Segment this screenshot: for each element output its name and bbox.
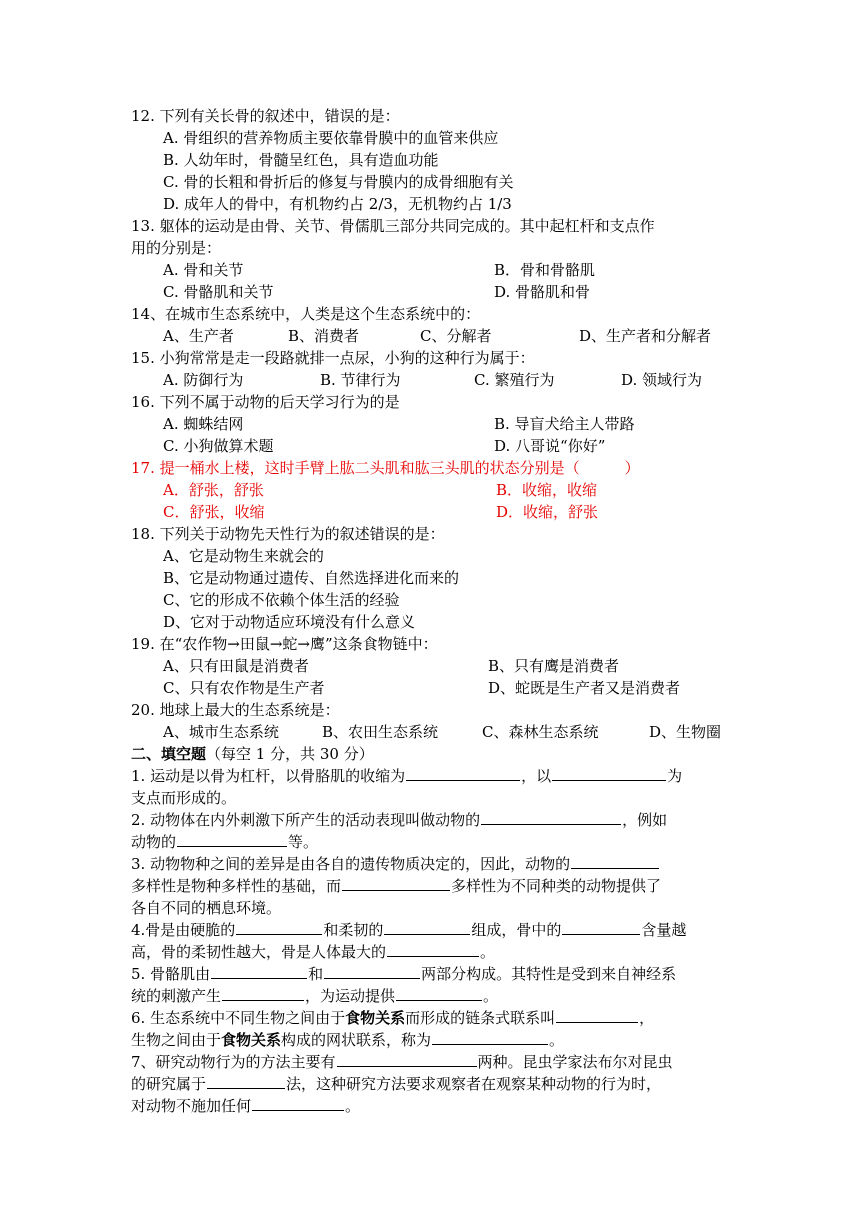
q17-option-b: B．收缩，收缩: [496, 481, 598, 499]
q16-option-b: B. 导盲犬给主人带路: [494, 415, 635, 433]
fill-5-text-a: 5. 骨骼肌由: [131, 965, 211, 983]
fill-2-blank-2[interactable]: [177, 831, 287, 847]
fill-2-line1: [131, 809, 667, 831]
section-scoring-note: （每空 1 分，共 30 分）: [206, 745, 374, 763]
q20-option-c: C、森林生态系统: [482, 723, 599, 741]
fill-5-text-e: ，为运动提供: [305, 987, 396, 1005]
q13-option-c: C. 骨骼肌和关节: [163, 283, 274, 301]
fill-6-blank-1[interactable]: [556, 1007, 638, 1023]
fill-1-blank-2[interactable]: [552, 765, 666, 781]
fill-5-text-f: 。: [483, 987, 499, 1005]
fill-7-text-a: 7、研究动物行为的方法主要有: [131, 1053, 336, 1071]
q12-option-b: B. 人幼年时，骨髓呈红色，具有造血功能: [163, 151, 439, 169]
fill-5-blank-4[interactable]: [396, 985, 482, 1001]
fill-4-text-d: 含量越: [641, 921, 687, 939]
q13-option-d: D. 骨骼肌和骨: [494, 283, 591, 301]
fill-7-text-f: 。: [345, 1097, 361, 1115]
fill-7-text-e: 对动物不施加任何: [131, 1097, 252, 1115]
q13-stem-line2: 用的分别是：: [131, 239, 222, 257]
q18-stem: 18. 下列关于动物先天性行为的叙述错误的是：: [131, 525, 445, 543]
q12-stem: 12. 下列有关长骨的叙述中，错误的是：: [131, 107, 400, 125]
q17-option-d: D．收缩，舒张: [496, 503, 599, 521]
q15-option-b: B. 节律行为: [320, 371, 401, 389]
fill-1-line1: [131, 765, 682, 787]
fill-3-text-b: 多样性是物种多样性的基础，而: [131, 877, 342, 895]
fill-5-text-d: 统的刺激产生: [131, 987, 222, 1005]
fill-2-text-a: 2. 动物体在内外刺激下所产生的活动表现叫做动物的: [131, 811, 481, 829]
q16-option-d: D. 八哥说“你好”: [494, 437, 606, 455]
q18-option-c: C、它的形成不依赖个体生活的经验: [163, 591, 400, 609]
fill-4-blank-3[interactable]: [562, 919, 640, 935]
fill-3-blank-1[interactable]: [571, 853, 659, 869]
fill-5-blank-2[interactable]: [324, 963, 420, 979]
q12-option-a: A. 骨组织的营养物质主要依靠骨膜中的血管来供应: [163, 129, 499, 147]
q12-option-d: D. 成年人的骨中，有机物约占 2/3，无机物约占 1/3: [163, 195, 512, 213]
fill-6-bold-term-2: 食物关系: [221, 1031, 282, 1049]
fill-6-text-d: 生物之间由于: [131, 1031, 222, 1049]
q18-option-b: B、它是动物通过遗传、自然选择进化而来的: [163, 569, 460, 587]
fill-5-blank-3[interactable]: [222, 985, 304, 1001]
q14-stem: 14、在城市生态系统中，人类是这个生态系统中的：: [131, 305, 481, 323]
fill-5-line2: [131, 985, 498, 1007]
fill-5-text-c: 两部分构成。其特性是受到来自神经系: [421, 965, 677, 983]
fill-4-blank-2[interactable]: [384, 919, 470, 935]
fill-7-text-d: 法，这种研究方法要求观察者在观察某种动物的行为时，: [286, 1075, 662, 1093]
fill-5-line1: [131, 963, 676, 985]
q19-option-d: D、蛇既是生产者又是消费者: [488, 679, 681, 697]
q20-option-a: A、城市生态系统: [163, 723, 279, 741]
q13-option-a: A. 骨和关节: [163, 261, 244, 279]
fill-7-text-c: 的研究属于: [131, 1075, 207, 1093]
q20-stem: 20. 地球上最大的生态系统是：: [131, 701, 340, 719]
q16-option-a: A. 蜘蛛结网: [163, 415, 244, 433]
fill-1-text-c: 为: [667, 767, 683, 785]
fill-1-text-a: 1. 运动是以骨为杠杆，以骨胳肌的收缩为: [131, 767, 406, 785]
q15-option-c: C. 繁殖行为: [474, 371, 555, 389]
q15-option-d: D. 领域行为: [621, 371, 703, 389]
q19-option-c: C、只有农作物是生产者: [163, 679, 325, 697]
q19-stem: 19. 在“农作物→田鼠→蛇→鹰”这条食物链中：: [131, 635, 438, 653]
fill-4-text-e: 高，骨的柔韧性越大，骨是人体最大的: [131, 943, 387, 961]
q17-stem: 17. 提一桶水上楼，这时手臂上肱二头肌和肱三头肌的状态分别是（ ）: [131, 459, 640, 477]
fill-6-text-a: 6. 生态系统中不同生物之间由于: [131, 1009, 346, 1027]
q20-option-b: B、农田生态系统: [322, 723, 439, 741]
q19-option-a: A、只有田鼠是消费者: [163, 657, 309, 675]
fill-4-text-c: 组成，骨中的: [471, 921, 562, 939]
fill-6-blank-2[interactable]: [432, 1029, 548, 1045]
fill-6-line2: [131, 1029, 564, 1051]
fill-6-text-e: 构成的网状联系，称为: [281, 1031, 432, 1049]
fill-3-text-c: 多样性为不同种类的动物提供了: [451, 877, 662, 895]
fill-6-text-f: 。: [549, 1031, 565, 1049]
fill-7-line1: [131, 1051, 673, 1073]
fill-5-text-b: 和: [308, 965, 324, 983]
fill-3-line2: [131, 875, 661, 897]
fill-3-line1: [131, 853, 660, 875]
fill-7-line2: [131, 1073, 661, 1095]
fill-6-text-c: ，: [639, 1009, 655, 1027]
q19-option-b: B、只有鹰是消费者: [488, 657, 620, 675]
fill-2-text-d: 等。: [288, 833, 319, 851]
fill-4-blank-1[interactable]: [236, 919, 322, 935]
q13-option-b: B．骨和骨骼肌: [494, 261, 596, 279]
q16-stem: 16. 下列不属于动物的后天学习行为的是: [131, 393, 400, 411]
q14-option-c: C、分解者: [420, 327, 492, 345]
fill-1-blank-1[interactable]: [406, 765, 520, 781]
fill-7-blank-1[interactable]: [337, 1051, 477, 1067]
fill-6-bold-term-1: 食物关系: [345, 1009, 406, 1027]
fill-4-line1: [131, 919, 686, 941]
fill-2-text-c: 动物的: [131, 833, 177, 851]
fill-4-text-b: 和柔韧的: [323, 921, 384, 939]
q12-option-c: C. 骨的长粗和骨折后的修复与骨膜内的成骨细胞有关: [163, 173, 514, 191]
section-fill-in-heading: [131, 743, 374, 765]
fill-4-text-a: 4.骨是由硬脆的: [131, 921, 236, 939]
section-title: 二、填空题: [131, 745, 207, 763]
fill-6-text-b: 而形成的链条式联系叫: [405, 1009, 556, 1027]
q18-option-a: A、它是动物生来就会的: [163, 547, 324, 565]
fill-3-blank-2[interactable]: [342, 875, 450, 891]
fill-7-blank-2[interactable]: [207, 1073, 285, 1089]
fill-7-text-b: 两种。昆虫学家法布尔对昆虫: [477, 1053, 673, 1071]
fill-2-text-b: ，例如: [622, 811, 668, 829]
fill-7-blank-3[interactable]: [252, 1095, 344, 1111]
q16-option-c: C. 小狗做算术题: [163, 437, 274, 455]
q18-option-d: D、它对于动物适应环境没有什么意义: [163, 613, 416, 631]
fill-4-blank-4[interactable]: [387, 941, 479, 957]
fill-3-line3: 各自不同的栖息环境。: [131, 899, 282, 917]
fill-2-blank-1[interactable]: [481, 809, 621, 825]
q13-stem-line1: 13. 躯体的运动是由骨、关节、骨儒肌三部分共同完成的。其中起杠杆和支点作: [131, 217, 655, 235]
fill-4-line2: [131, 941, 495, 963]
q20-option-d: D、生物圈: [649, 723, 722, 741]
fill-3-text-a: 3. 动物物种之间的差异是由各自的遗传物质决定的，因此，动物的: [131, 855, 571, 873]
fill-6-line1: [131, 1007, 654, 1029]
fill-5-blank-1[interactable]: [211, 963, 307, 979]
fill-1-text-b: ，以: [521, 767, 552, 785]
q14-option-b: B、消费者: [288, 327, 360, 345]
q17-option-c: C．舒张，收缩: [163, 503, 265, 521]
fill-7-line3: [131, 1095, 360, 1117]
q15-option-a: A. 防御行为: [163, 371, 244, 389]
q17-option-a: A．舒张，舒张: [163, 481, 264, 499]
q15-stem: 15. 小狗常常是走一段路就排一点尿，小狗的这种行为属于：: [131, 349, 535, 367]
fill-4-text-f: 。: [480, 943, 496, 961]
fill-1-line2: 支点而形成的。: [131, 789, 237, 807]
q14-option-d: D、生产者和分解者: [579, 327, 712, 345]
fill-2-line2: [131, 831, 318, 853]
q14-option-a: A、生产者: [163, 327, 234, 345]
